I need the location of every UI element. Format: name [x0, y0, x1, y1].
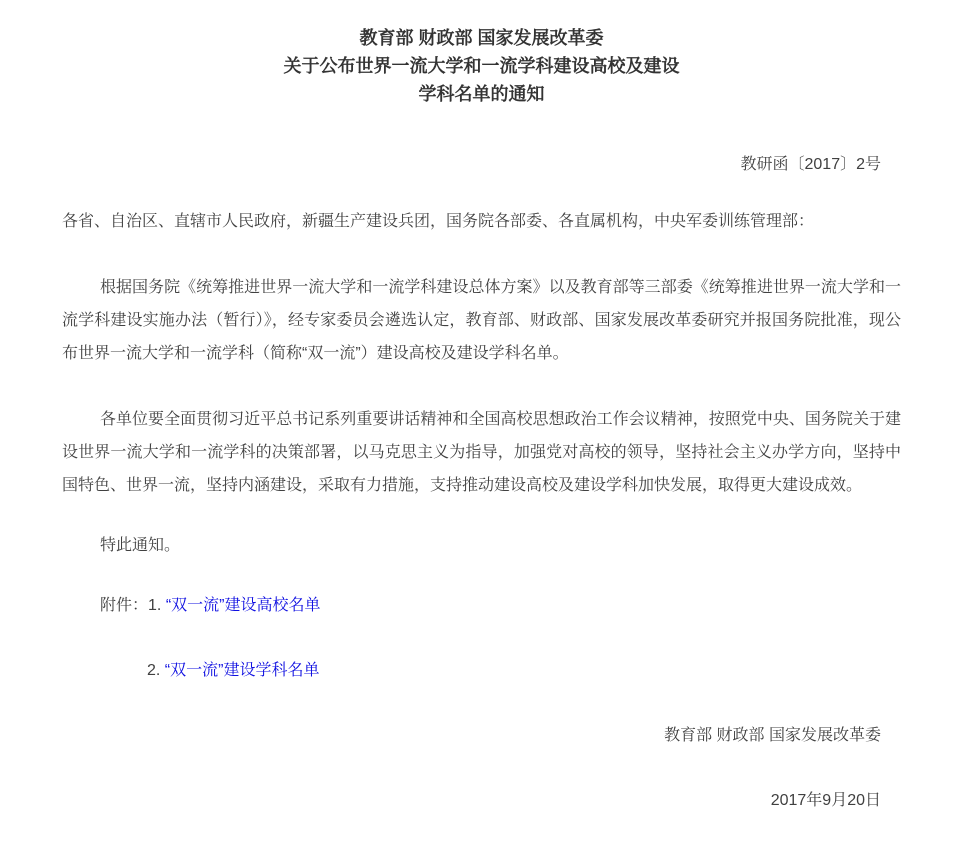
document-number: 教研函〔2017〕2号: [740, 156, 881, 173]
closing-line: 特此通知。: [100, 537, 181, 554]
body-paragraph-1: 根据国务院《统筹推进世界一流大学和一流学科建设总体方案》以及教育部等三部委《统筹推进世界一流大学和一流学科建设实施办法（暂行）》，经专家委员会遴选认定，教育部、财政部、国家发展改革委研究并报国务院批准，现公布世界一流大学和一流学科（简称“双一流”）建设高校及建设学科名单。: [62, 279, 901, 362]
attachment-line-2: [62, 654, 901, 687]
document-title: [62, 24, 901, 108]
attachment-2-link[interactable]: “双一流”建设学科名单: [164, 662, 320, 679]
addressee-line: 各省、自治区、直辖市人民政府，新疆生产建设兵团，国务院各部委、各直属机构，中央军委训练管理部：: [62, 213, 815, 230]
attachments-label: 附件：: [100, 597, 149, 614]
title-line-issuers: 教育部 财政部 国家发展改革委: [359, 28, 604, 48]
document-date: 2017年9月20日: [770, 792, 881, 809]
attachment-2-number: 2.: [147, 662, 161, 679]
title-line-subject-2: 学科名单的通知: [418, 84, 545, 104]
body-paragraph-2: 各单位要全面贯彻习近平总书记系列重要讲话精神和全国高校思想政治工作会议精神，按照党中央、国务院关于建设世界一流大学和一流学科的决策部署，以马克思主义为指导，加强党对高校的领导，坚持社会主义办学方向，坚持中国特色、世界一流，坚持内涵建设，采取有力措施，支持推动建设高校及建设学科加快发展，取得更大建设成效。: [62, 411, 901, 494]
title-line-subject-1: 关于公布世界一流大学和一流学科建设高校及建设: [283, 56, 680, 76]
issuing-authorities-signature: 教育部 财政部 国家发展改革委: [664, 727, 881, 744]
attachment-1-number: 1.: [148, 597, 162, 614]
attachment-line-1: [62, 589, 901, 622]
attachment-1-link[interactable]: “双一流”建设高校名单: [165, 597, 321, 614]
